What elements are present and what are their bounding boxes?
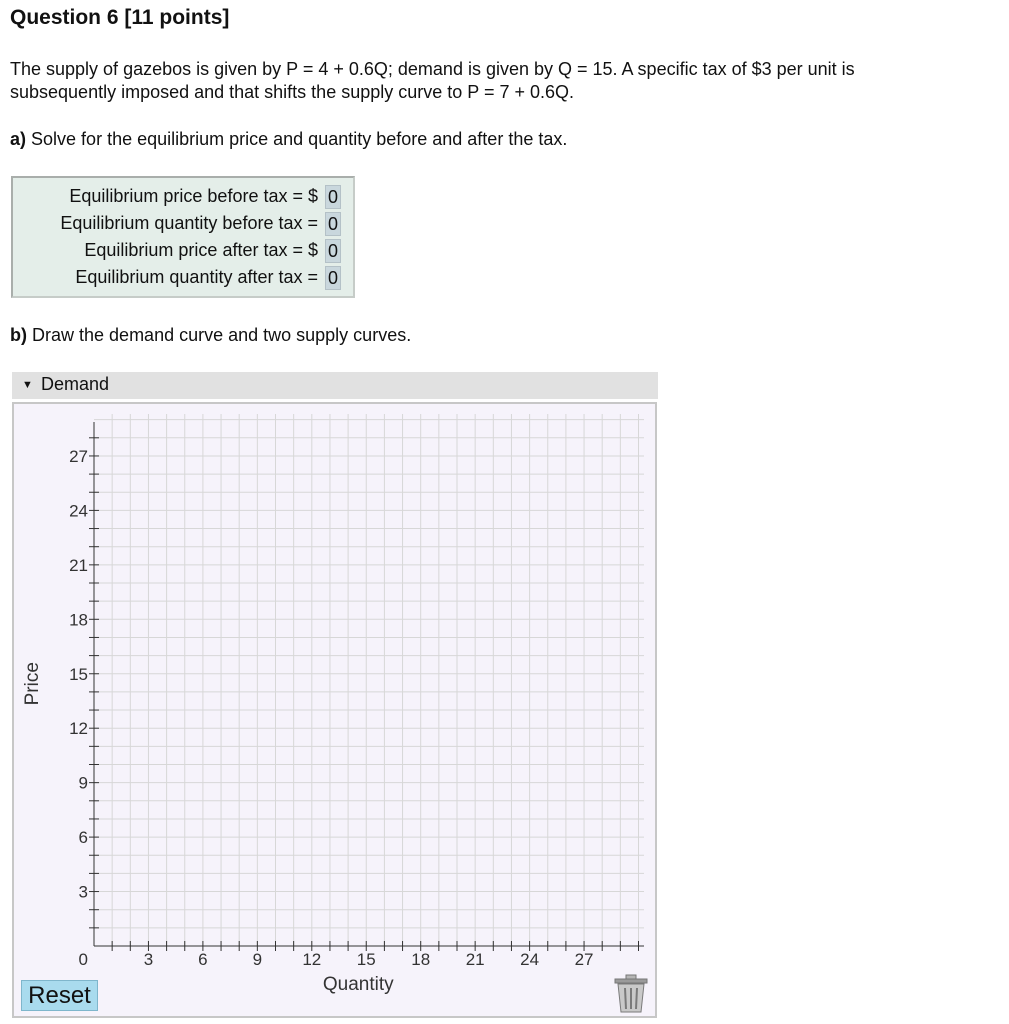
- y-tick-label: 6: [78, 828, 88, 848]
- trash-can-icon[interactable]: [610, 970, 652, 1014]
- part-b-instruction: [10, 324, 411, 347]
- selected-curve-label: Demand: [41, 374, 110, 394]
- y-tick-label: 12: [69, 719, 88, 739]
- y-tick-label: 3: [78, 882, 88, 902]
- question-prompt: [10, 58, 1000, 104]
- y-tick-label: 9: [78, 773, 88, 793]
- x-tick-label: 3: [143, 950, 154, 969]
- price-after-input[interactable]: 0: [325, 239, 341, 263]
- answer-label: Equilibrium quantity before tax =: [60, 213, 318, 233]
- dropdown-triangle-icon: ▼: [22, 379, 33, 391]
- x-tick-label: 24: [520, 950, 540, 969]
- answer-row-quantity-before: [60, 211, 341, 236]
- x-tick-label: 9: [252, 950, 263, 969]
- quantity-after-input[interactable]: 0: [325, 266, 341, 290]
- x-tick-label: 27: [574, 950, 594, 969]
- y-tick-label: 18: [69, 610, 88, 630]
- supply-demand-chart[interactable]: [14, 404, 655, 1016]
- x-tick-label: 21: [465, 950, 485, 969]
- part-b-label: b): [10, 325, 27, 345]
- quantity-before-input[interactable]: 0: [325, 212, 341, 236]
- reset-button[interactable]: Reset: [21, 980, 98, 1011]
- y-tick-label: 24: [69, 501, 88, 521]
- curve-tool-dropdown[interactable]: [12, 372, 658, 399]
- part-a-label: a): [10, 129, 27, 149]
- prompt-line-1: The supply of gazebos is given by P = 4 + 0.6Q; demand is given by Q = 15. A specific tax of $3 per unit is: [10, 59, 855, 79]
- answer-row-quantity-after: [75, 265, 341, 290]
- part-a-instruction: [10, 128, 567, 151]
- answer-label: Equilibrium quantity after tax =: [75, 267, 318, 287]
- x-tick-label: 6: [198, 950, 208, 969]
- x-tick-label: 0: [78, 950, 88, 969]
- graph-panel[interactable]: [12, 402, 657, 1018]
- x-tick-label: 18: [411, 950, 431, 969]
- answer-row-price-after: [84, 238, 341, 263]
- y-tick-label: 15: [69, 664, 88, 684]
- part-a-text: Solve for the equilibrium price and quantity before and after the tax.: [31, 129, 568, 149]
- answer-panel: [11, 176, 355, 298]
- part-b-text: Draw the demand curve and two supply curves.: [32, 325, 412, 345]
- y-tick-label: 27: [69, 446, 88, 466]
- y-axis-title: Price: [22, 662, 43, 706]
- x-axis-title: Quantity: [322, 974, 394, 995]
- prompt-line-2: subsequently imposed and that shifts the supply curve to P = 7 + 0.6Q.: [10, 82, 575, 102]
- answer-label: Equilibrium price after tax = $: [84, 240, 318, 260]
- answer-label: Equilibrium price before tax = $: [69, 186, 318, 206]
- price-before-input[interactable]: 0: [325, 185, 341, 209]
- answer-row-price-before: [69, 184, 341, 209]
- question-title: Question 6 [11 points]: [10, 6, 230, 29]
- x-tick-label: 12: [302, 950, 322, 969]
- y-tick-label: 21: [69, 555, 88, 575]
- x-tick-label: 15: [356, 950, 376, 969]
